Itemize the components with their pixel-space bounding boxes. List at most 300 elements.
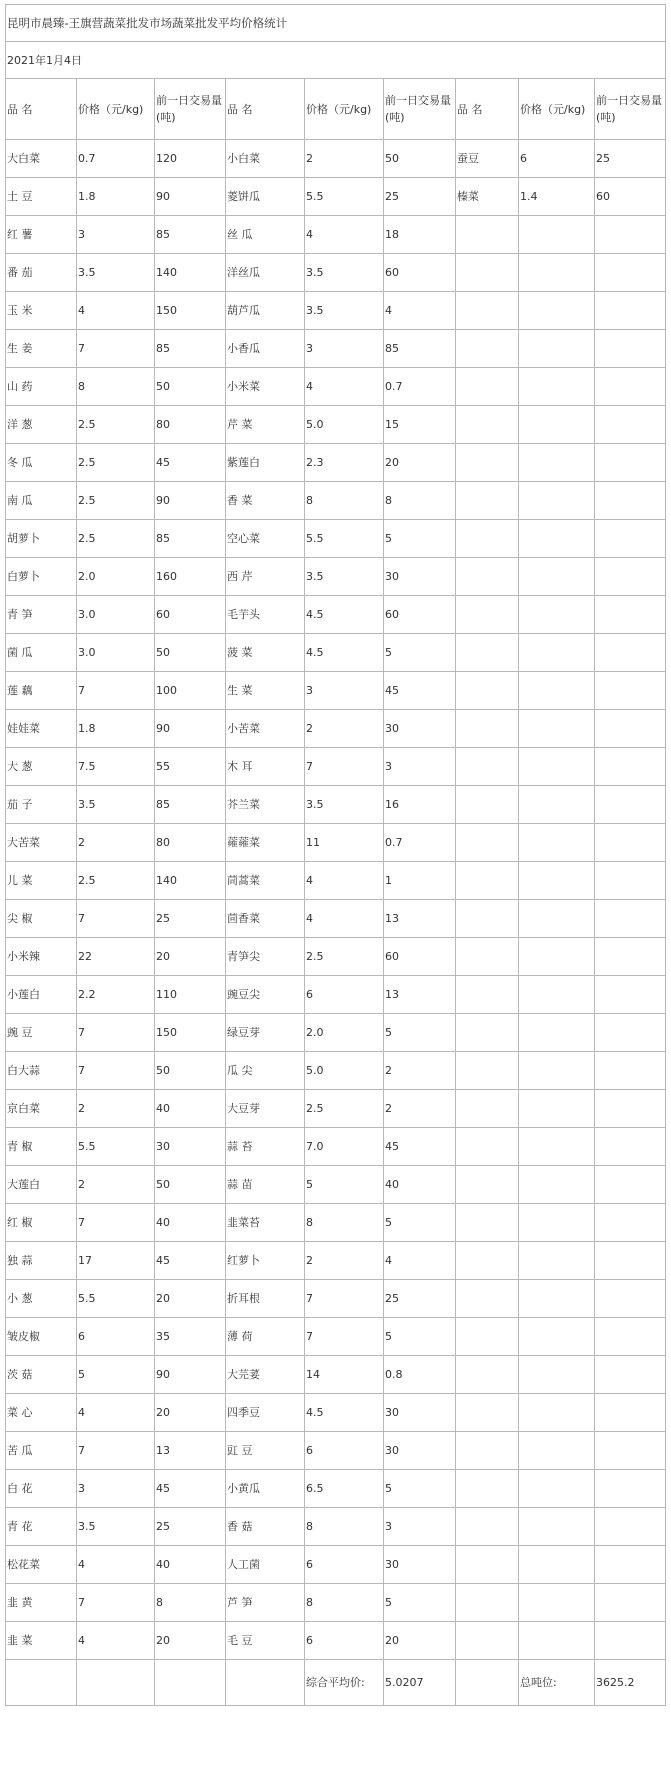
item-price (519, 330, 595, 368)
item-name (456, 862, 519, 900)
item-price (519, 1280, 595, 1318)
item-price (519, 368, 595, 406)
item-name: 松花菜 (6, 1546, 77, 1584)
item-price (519, 520, 595, 558)
item-name (456, 292, 519, 330)
item-price: 6 (519, 140, 595, 178)
table-row (6, 862, 666, 900)
header-price: 价格（元/kg) (305, 79, 384, 140)
item-price: 14 (305, 1356, 384, 1394)
item-name (456, 1280, 519, 1318)
item-name: 茴香菜 (226, 900, 305, 938)
table-row (6, 1318, 666, 1356)
item-price (519, 1014, 595, 1052)
item-volume (595, 1128, 666, 1166)
item-volume (595, 406, 666, 444)
item-volume: 4 (384, 292, 456, 330)
item-volume: 60 (384, 938, 456, 976)
table-row (6, 520, 666, 558)
item-price (519, 1166, 595, 1204)
item-name: 毛 豆 (226, 1622, 305, 1660)
summary-empty (155, 1660, 226, 1706)
item-volume: 60 (595, 178, 666, 216)
summary-row (6, 1660, 666, 1706)
item-name: 紫莲白 (226, 444, 305, 482)
table-row (6, 330, 666, 368)
item-volume (595, 938, 666, 976)
table-row (6, 368, 666, 406)
item-price: 8 (305, 1584, 384, 1622)
item-name: 莲 藕 (6, 672, 77, 710)
item-volume: 30 (384, 710, 456, 748)
item-name: 小 葱 (6, 1280, 77, 1318)
item-name: 绿豆芽 (226, 1014, 305, 1052)
item-volume (595, 1318, 666, 1356)
item-price: 5.0 (305, 406, 384, 444)
item-price: 1.4 (519, 178, 595, 216)
item-price: 2 (77, 1090, 155, 1128)
item-volume (595, 1622, 666, 1660)
item-name: 豌豆尖 (226, 976, 305, 1014)
item-price: 2.5 (77, 482, 155, 520)
item-price: 8 (305, 1508, 384, 1546)
item-name (456, 938, 519, 976)
sheet-date: 2021年1月4日 (6, 42, 666, 79)
item-price (519, 748, 595, 786)
item-volume (595, 1166, 666, 1204)
item-price: 3.5 (305, 254, 384, 292)
item-name: 菠 菜 (226, 634, 305, 672)
total-tonnage-label: 总吨位: (519, 1660, 595, 1706)
item-price: 4.5 (305, 634, 384, 672)
item-volume: 5 (384, 634, 456, 672)
item-volume: 25 (384, 178, 456, 216)
item-volume (595, 786, 666, 824)
item-name: 空心菜 (226, 520, 305, 558)
table-row (6, 596, 666, 634)
item-price (519, 216, 595, 254)
table-row (6, 254, 666, 292)
item-price: 0.7 (77, 140, 155, 178)
table-row (6, 140, 666, 178)
item-volume (595, 1546, 666, 1584)
item-name: 小苦菜 (226, 710, 305, 748)
item-name: 薄 荷 (226, 1318, 305, 1356)
item-volume (595, 900, 666, 938)
item-price (519, 1508, 595, 1546)
item-name: 蕹蕹菜 (226, 824, 305, 862)
item-name: 青 椒 (6, 1128, 77, 1166)
item-name: 尖 椒 (6, 900, 77, 938)
item-price: 4 (77, 1546, 155, 1584)
item-volume (595, 710, 666, 748)
table-row (6, 1546, 666, 1584)
item-volume: 5 (384, 1204, 456, 1242)
item-price: 5.5 (305, 178, 384, 216)
item-name: 大 葱 (6, 748, 77, 786)
item-volume: 80 (155, 406, 226, 444)
item-name: 南 瓜 (6, 482, 77, 520)
item-volume (595, 672, 666, 710)
item-volume: 25 (595, 140, 666, 178)
item-price: 5.5 (77, 1280, 155, 1318)
table-row (6, 1584, 666, 1622)
item-name (456, 444, 519, 482)
item-name (456, 824, 519, 862)
item-volume (595, 596, 666, 634)
item-volume: 160 (155, 558, 226, 596)
item-price: 7 (77, 672, 155, 710)
item-volume: 45 (155, 1242, 226, 1280)
item-name: 蚕豆 (456, 140, 519, 178)
item-name: 葫芦瓜 (226, 292, 305, 330)
item-volume: 140 (155, 254, 226, 292)
item-price (519, 786, 595, 824)
item-volume: 0.7 (384, 824, 456, 862)
item-price: 7 (77, 900, 155, 938)
item-volume (595, 976, 666, 1014)
item-price: 3.5 (77, 1508, 155, 1546)
item-price: 3.5 (77, 786, 155, 824)
table-row (6, 1204, 666, 1242)
item-name (456, 786, 519, 824)
item-volume: 60 (384, 596, 456, 634)
item-price: 3.5 (305, 786, 384, 824)
item-price: 4.5 (305, 596, 384, 634)
item-name: 四季豆 (226, 1394, 305, 1432)
item-name (456, 1052, 519, 1090)
item-volume: 13 (384, 900, 456, 938)
item-name: 小白菜 (226, 140, 305, 178)
item-volume (595, 634, 666, 672)
item-volume: 45 (384, 672, 456, 710)
price-sheet (5, 4, 665, 1706)
sheet-title: 昆明市晨臻-王旗营蔬菜批发市场蔬菜批发平均价格统计 (6, 5, 666, 42)
item-volume: 150 (155, 292, 226, 330)
item-price (519, 1242, 595, 1280)
item-price (519, 976, 595, 1014)
item-volume: 3 (384, 748, 456, 786)
item-volume: 50 (155, 368, 226, 406)
summary-empty (456, 1660, 519, 1706)
item-name (456, 1204, 519, 1242)
item-price: 7 (77, 1584, 155, 1622)
item-name (456, 1432, 519, 1470)
table-row (6, 1128, 666, 1166)
item-name: 小香瓜 (226, 330, 305, 368)
item-name: 毛芋头 (226, 596, 305, 634)
item-name: 土 豆 (6, 178, 77, 216)
item-price: 5.0 (305, 1052, 384, 1090)
item-volume (595, 1394, 666, 1432)
item-volume: 85 (155, 216, 226, 254)
item-volume: 85 (155, 786, 226, 824)
item-name: 折耳根 (226, 1280, 305, 1318)
item-price: 4.5 (305, 1394, 384, 1432)
item-price: 4 (305, 368, 384, 406)
item-name: 青笋尖 (226, 938, 305, 976)
item-name (456, 1622, 519, 1660)
item-name: 白萝卜 (6, 558, 77, 596)
item-price (519, 1432, 595, 1470)
item-name: 小米菜 (226, 368, 305, 406)
item-price: 3 (77, 1470, 155, 1508)
item-volume: 30 (155, 1128, 226, 1166)
item-volume: 90 (155, 1356, 226, 1394)
item-price: 2.0 (77, 558, 155, 596)
item-name: 大莲白 (6, 1166, 77, 1204)
item-volume (595, 1242, 666, 1280)
item-name: 芦 笋 (226, 1584, 305, 1622)
item-volume (595, 748, 666, 786)
item-price (519, 1546, 595, 1584)
item-volume: 5 (384, 520, 456, 558)
item-price (519, 634, 595, 672)
item-name: 小米辣 (6, 938, 77, 976)
item-name: 山 药 (6, 368, 77, 406)
item-price: 3 (77, 216, 155, 254)
item-name: 芹 菜 (226, 406, 305, 444)
table-row (6, 444, 666, 482)
table-row (6, 710, 666, 748)
item-price: 4 (305, 216, 384, 254)
item-price: 22 (77, 938, 155, 976)
item-name: 红萝卜 (226, 1242, 305, 1280)
item-price (519, 1584, 595, 1622)
item-name: 白 花 (6, 1470, 77, 1508)
item-volume: 8 (384, 482, 456, 520)
item-volume (595, 292, 666, 330)
item-name: 青 花 (6, 1508, 77, 1546)
item-name: 韭 黄 (6, 1584, 77, 1622)
item-price: 2.3 (305, 444, 384, 482)
item-price: 2 (305, 1242, 384, 1280)
price-table (5, 4, 666, 1706)
item-price: 2 (77, 824, 155, 862)
item-name (456, 748, 519, 786)
item-volume: 20 (155, 1280, 226, 1318)
item-volume: 40 (155, 1546, 226, 1584)
item-volume: 25 (155, 1508, 226, 1546)
item-volume (595, 330, 666, 368)
item-price: 7.5 (77, 748, 155, 786)
item-price: 7 (77, 1432, 155, 1470)
item-price: 11 (305, 824, 384, 862)
item-volume: 30 (384, 1546, 456, 1584)
item-price (519, 558, 595, 596)
header-price: 价格（元/kg) (519, 79, 595, 140)
total-tonnage-value: 3625.2 (595, 1660, 666, 1706)
item-name: 大白菜 (6, 140, 77, 178)
item-volume: 85 (384, 330, 456, 368)
item-price: 8 (305, 482, 384, 520)
item-name (456, 1356, 519, 1394)
item-name (456, 330, 519, 368)
item-volume: 50 (155, 634, 226, 672)
item-price: 3.5 (305, 558, 384, 596)
item-price: 7 (77, 330, 155, 368)
item-name: 茄 子 (6, 786, 77, 824)
item-price (519, 672, 595, 710)
item-name: 洋 葱 (6, 406, 77, 444)
item-name: 香 菜 (226, 482, 305, 520)
table-row (6, 1622, 666, 1660)
table-row (6, 482, 666, 520)
item-name (456, 558, 519, 596)
header-volume: 前一日交易量(吨) (384, 79, 456, 140)
item-volume: 150 (155, 1014, 226, 1052)
table-row (6, 1052, 666, 1090)
item-price: 7 (77, 1014, 155, 1052)
avg-price-label: 综合平均价: (305, 1660, 384, 1706)
item-name (456, 1242, 519, 1280)
table-row (6, 976, 666, 1014)
item-name: 菜 心 (6, 1394, 77, 1432)
item-name: 菌 瓜 (6, 634, 77, 672)
item-volume: 85 (155, 520, 226, 558)
header-name: 品 名 (456, 79, 519, 140)
item-name: 豇 豆 (226, 1432, 305, 1470)
item-volume (595, 1432, 666, 1470)
item-volume: 60 (155, 596, 226, 634)
item-volume: 8 (155, 1584, 226, 1622)
item-price: 2.5 (77, 862, 155, 900)
item-price (519, 1052, 595, 1090)
item-name (456, 368, 519, 406)
item-price: 17 (77, 1242, 155, 1280)
item-price (519, 710, 595, 748)
item-volume (595, 1280, 666, 1318)
item-volume: 50 (155, 1166, 226, 1204)
table-row (6, 900, 666, 938)
table-row (6, 938, 666, 976)
item-name: 榛菜 (456, 178, 519, 216)
item-price (519, 1128, 595, 1166)
item-name (456, 1508, 519, 1546)
item-name (456, 406, 519, 444)
table-row (6, 1508, 666, 1546)
item-price (519, 1204, 595, 1242)
item-name: 木 耳 (226, 748, 305, 786)
item-price: 3 (305, 330, 384, 368)
item-volume: 85 (155, 330, 226, 368)
item-volume: 1 (384, 862, 456, 900)
item-name: 韭菜苔 (226, 1204, 305, 1242)
item-volume: 90 (155, 178, 226, 216)
item-name (456, 1166, 519, 1204)
item-name: 蒜 苗 (226, 1166, 305, 1204)
item-price: 4 (305, 862, 384, 900)
item-name (456, 1090, 519, 1128)
item-name: 人工菌 (226, 1546, 305, 1584)
item-volume: 30 (384, 1394, 456, 1432)
item-name: 丝 瓜 (226, 216, 305, 254)
item-price: 4 (77, 292, 155, 330)
item-volume: 110 (155, 976, 226, 1014)
item-volume (595, 862, 666, 900)
item-volume: 4 (384, 1242, 456, 1280)
item-price: 1.8 (77, 710, 155, 748)
item-price: 3.5 (77, 254, 155, 292)
item-volume (595, 1014, 666, 1052)
item-volume: 13 (384, 976, 456, 1014)
item-name: 玉 米 (6, 292, 77, 330)
item-name: 茨 菇 (6, 1356, 77, 1394)
table-row (6, 1242, 666, 1280)
item-volume: 20 (384, 1622, 456, 1660)
item-volume: 2 (384, 1052, 456, 1090)
item-price: 7 (305, 1318, 384, 1356)
item-volume (595, 558, 666, 596)
table-row (6, 672, 666, 710)
item-name: 独 蒜 (6, 1242, 77, 1280)
date-row (6, 42, 666, 79)
item-volume: 16 (384, 786, 456, 824)
item-price: 3.0 (77, 596, 155, 634)
item-price (519, 862, 595, 900)
item-price (519, 1356, 595, 1394)
item-volume (595, 216, 666, 254)
item-volume (595, 1584, 666, 1622)
item-price (519, 292, 595, 330)
item-price: 5 (305, 1166, 384, 1204)
item-price (519, 1394, 595, 1432)
title-row (6, 5, 666, 42)
item-price: 7.0 (305, 1128, 384, 1166)
summary-empty (6, 1660, 77, 1706)
table-row (6, 634, 666, 672)
table-row (6, 1470, 666, 1508)
item-volume: 45 (155, 1470, 226, 1508)
item-name: 洋丝瓜 (226, 254, 305, 292)
item-price: 6 (305, 1546, 384, 1584)
summary-empty (77, 1660, 155, 1706)
item-price: 4 (77, 1622, 155, 1660)
item-volume (595, 1204, 666, 1242)
item-name: 大苦菜 (6, 824, 77, 862)
item-name (456, 710, 519, 748)
item-price (519, 254, 595, 292)
item-price: 2.5 (305, 938, 384, 976)
item-price (519, 406, 595, 444)
item-volume (595, 1090, 666, 1128)
item-name: 儿 菜 (6, 862, 77, 900)
item-volume: 60 (384, 254, 456, 292)
item-name: 胡萝卜 (6, 520, 77, 558)
item-price (519, 482, 595, 520)
item-name: 生 姜 (6, 330, 77, 368)
avg-price-value: 5.0207 (384, 1660, 456, 1706)
item-volume: 140 (155, 862, 226, 900)
table-row (6, 558, 666, 596)
item-name (456, 1128, 519, 1166)
item-name: 娃娃菜 (6, 710, 77, 748)
item-price: 3 (305, 672, 384, 710)
item-volume (595, 1052, 666, 1090)
item-price: 4 (305, 900, 384, 938)
summary-empty (226, 1660, 305, 1706)
item-price: 8 (305, 1204, 384, 1242)
item-price: 7 (77, 1204, 155, 1242)
item-name (456, 976, 519, 1014)
item-name: 白大蒜 (6, 1052, 77, 1090)
item-volume: 20 (384, 444, 456, 482)
header-price: 价格（元/kg) (77, 79, 155, 140)
item-name: 冬 瓜 (6, 444, 77, 482)
item-price: 2.0 (305, 1014, 384, 1052)
item-name: 生 菜 (226, 672, 305, 710)
item-price: 3.0 (77, 634, 155, 672)
